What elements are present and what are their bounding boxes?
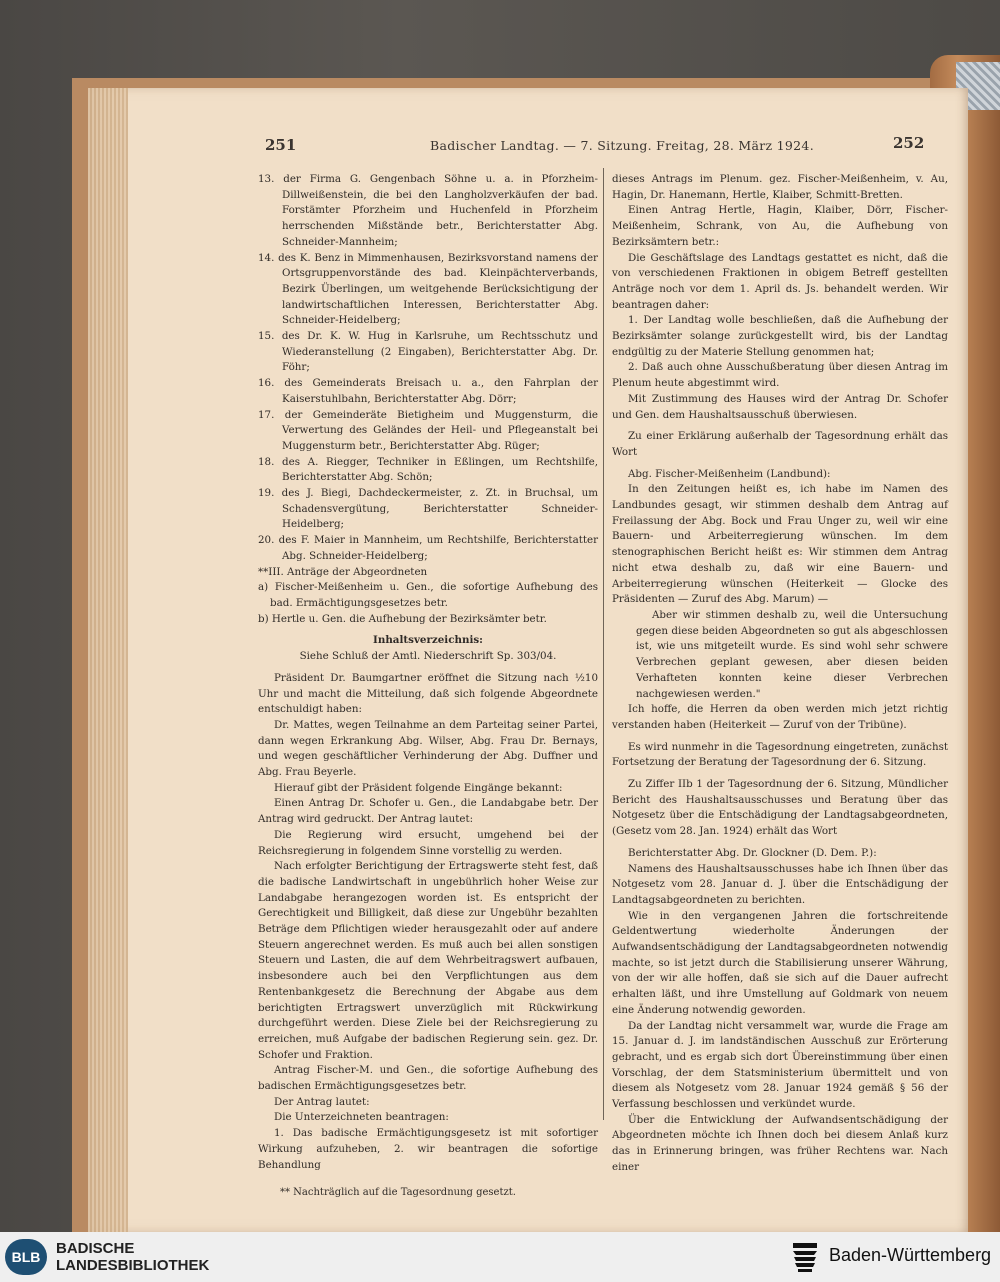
paragraph: 1. Der Landtag wolle beschließen, daß die Aufhebung der Bezirksämter solange zurückgestellt wird, bis der Landtag endgültig zu der Materie Stellung genommen hat; <box>612 314 948 358</box>
paragraph: Dr. Mattes, wegen Teilnahme an dem Parteitag seiner Partei, dann wegen Erkrankung Abg. Wilser, Abg. Frau Dr. Bernays, und wegen geschäftlicher Verhinderung der Abg. Duffner und Abg. Frau Beyerle. <box>258 718 598 779</box>
paragraph: 14. des K. Benz in Mimmenhausen, Bezirksvorstand namens der Ortsgruppenvorstände des bad. Kleinpächterverbands, Bezirk Überlingen, um weitgehende Berücksichtigung der landwirtschaftlichen Interessen, Berichterstatter Abg. Schneider-Heidelberg; <box>258 251 598 327</box>
blb-logo[interactable]: BLB <box>5 1239 47 1275</box>
paragraph: Da der Landtag nicht versammelt war, wurde die Frage am 15. Januar d. J. im landständischen Ausschuß zur Erörterung gebracht, und es ergab sich dort Übereinstimmung über einen Vorschlag, der dem Statsministerium übermittelt und von diesem als Notgesetz vom 28. Januar 1924 gemäß § 56 der Verfassung beschlossen und verkündet wurde. <box>612 1019 948 1111</box>
paragraph: 19. des J. Biegi, Dachdeckermeister, z. Zt. in Bruchsal, um Schadensvergütung, Berichterstatter Schneider-Heidelberg; <box>258 487 598 531</box>
paragraph: In den Zeitungen heißt es, ich habe im Namen des Landbundes gesagt, wir stimmen deshalb dem Antrag auf Freilassung der Abg. Bock und Frau Unger zu, weil wir eine Bauern- und Arbeiterregierung wünschen. Im dem stenographischen Bericht heißt es: Wir stimmen dem Antrag nicht etwa deshalb zu, daß wir eine Bauern- und Arbeiterregierung wünschen (Heiterkeit — Glocke des Präsidenten — Zuruf des Abg. Marum) — <box>612 483 948 606</box>
paragraph: Über die Entwicklung der Aufwandsentschädigung der Abgeordneten möchte ich Ihnen doch bei diesem Anlaß kurz das in Erinnerung bringen, was früher Rechtens war. Nach einer <box>612 1113 948 1173</box>
paragraph: Inhaltsverzeichnis: <box>373 634 483 647</box>
paragraph: Zu einer Erklärung außerhalb der Tagesordnung erhält das Wort <box>612 430 948 458</box>
paragraph: Der Antrag lautet: <box>274 1095 370 1108</box>
paragraph: Aber wir stimmen deshalb zu, weil die Untersuchung gegen diese beiden Abgeordneten so gut als abgeschlossen ist, wie uns mitgeteilt wurde. Es sind wohl sehr schwere Verbrechen geplant gewesen, aber diesen beiden Verhafteten konnten keine dieser Verbrechen nachgewiesen werden." <box>636 608 948 700</box>
paragraph: Einen Antrag Hertle, Hagin, Klaiber, Dörr, Fischer-Meißenheim, Schrank, von Au, die Aufhebung von Bezirksämtern betr.: <box>612 204 948 248</box>
library-name[interactable] <box>56 1240 209 1274</box>
paragraph: ** Nachträglich auf die Tagesordnung gesetzt. <box>280 1187 516 1199</box>
paragraph: 17. der Gemeinderäte Bietigheim und Muggensturm, die Verwertung des Geländes der Heil- und Pflegeanstalt bei Muggensturm betr., Berichterstatter Abg. Rüger; <box>258 408 598 452</box>
paragraph: **III. Anträge der Abgeordneten <box>258 565 428 578</box>
paragraph: Mit Zustimmung des Hauses wird der Antrag Dr. Schofer und Gen. dem Haushaltsausschuß überwiesen. <box>612 392 948 421</box>
page-edges <box>88 88 128 1232</box>
paragraph: 18. des A. Riegger, Techniker in Eßlingen, um Rechtshilfe, Berichterstatter Abg. Schön; <box>258 455 598 484</box>
paragraph: dieses Antrags im Plenum. gez. Fischer-Meißenheim, v. Au, Hagin, Dr. Hanemann, Hertle, Klaiber, Schmitt-Bretten. <box>612 173 948 201</box>
text-column-left <box>258 172 598 1201</box>
paragraph: Antrag Fischer-M. und Gen., die sofortige Aufhebung des badischen Ermächtigungsgesetzes betr. <box>258 1064 598 1093</box>
library-name-line1: BADISCHE <box>56 1240 135 1257</box>
paragraph: Namens des Haushaltsausschusses habe ich Ihnen über das Notgesetz vom 28. Januar d. J. über die Entschädigung der Landtagsabgeordneten zu berichten. <box>612 862 948 906</box>
page-number-right: 252 <box>893 134 925 152</box>
page-number-left: 251 <box>265 136 297 154</box>
paragraph: Berichterstatter Abg. Dr. Glockner (D. Dem. P.): <box>628 846 877 859</box>
paragraph: Es wird nunmehr in die Tagesordnung eingetreten, zunächst Fortsetzung der Beratung der Tagesordnung der 6. Sitzung. <box>612 740 948 769</box>
paragraph: b) Hertle u. Gen. die Aufhebung der Bezirksämter betr. <box>258 612 547 625</box>
column-divider <box>603 168 604 1120</box>
paragraph: Wie in den vergangenen Jahren die fortschreitende Geldentwertung wiederholte Änderungen der Aufwandsentschädigung der Landtagsabgeordneten notwendig machte, so ist jetzt durch die Stabilisierung unserer Währung, von der wir alle hoffen, daß sie sich auf die Dauer aufrecht erhalten läßt, und ihre Umstellung auf Goldmark von neuem eine Änderung notwendig geworden. <box>612 909 948 1016</box>
library-name-line2: LANDESBIBLIOTHEK <box>56 1257 210 1274</box>
paragraph: 13. der Firma G. Gengenbach Söhne u. a. in Pforzheim-Dillweißenstein, die bei den Langholzverkäufen der bad. Forstämter Pforzheim und Huchenfeld in Pforzheim herrschenden Mißstände betr., Berichterstatter Abg. Schneider-Mannheim; <box>258 173 598 248</box>
paragraph: 15. des Dr. K. W. Hug in Karlsruhe, um Rechtsschutz und Wiederanstellung (2 Eingaben), Berichterstatter Abg. Dr. Föhr; <box>258 330 598 374</box>
text-column-right <box>612 172 948 1176</box>
paragraph: Einen Antrag Dr. Schofer u. Gen., die Landabgabe betr. Der Antrag wird gedruckt. Der Antrag lautet: <box>258 797 598 826</box>
paragraph: Die Geschäftslage des Landtags gestattet es nicht, daß die von verschiedenen Fraktionen in obigem Betreff gestellten Anträge noch vor dem 1. April ds. Js. behandelt werden. Wir beantragen daher: <box>612 251 948 311</box>
paragraph: Ich hoffe, die Herren da oben werden mich jetzt richtig verstanden haben (Heiterkeit — Zuruf von der Tribüne). <box>612 703 948 731</box>
paragraph: 2. Daß auch ohne Ausschußberatung über diesen Antrag im Plenum heute abgestimmt wird. <box>612 361 948 390</box>
paragraph: Hierauf gibt der Präsident folgende Eingänge bekannt: <box>274 781 563 794</box>
footer-bar <box>0 1232 1000 1282</box>
state-name[interactable]: Baden-Württemberg <box>829 1245 992 1265</box>
paragraph: 1. Das badische Ermächtigungsgesetz ist mit sofortiger Wirkung aufzuheben, 2. wir beantragen die sofortige Behandlung <box>258 1127 598 1171</box>
lions-crest-icon <box>790 1241 820 1273</box>
paragraph: Abg. Fischer-Meißenheim (Landbund): <box>628 467 831 480</box>
running-head: Badischer Landtag. — 7. Sitzung. Freitag, 28. März 1924. <box>430 138 814 153</box>
paragraph: 16. des Gemeinderats Breisach u. a., den Fahrplan der Kaiserstuhlbahn, Berichterstatter Abg. Dörr; <box>258 377 598 405</box>
paragraph: 20. des F. Maier in Mannheim, um Rechtshilfe, Berichterstatter Abg. Schneider-Heidelberg; <box>258 534 598 562</box>
paragraph: Zu Ziffer IIb 1 der Tagesordnung der 6. Sitzung, Mündlicher Bericht des Haushaltsausschusses und Beratung über das Notgesetz über die Entschädigung der Landtagsabgeordneten, (Gesetz vom 28. Jan. 1924) erhält das Wort <box>612 778 948 838</box>
paragraph: Die Regierung wird ersucht, umgehend bei der Reichsregierung in folgendem Sinne vorstellig zu werden. <box>258 828 598 857</box>
paragraph: Die Unterzeichneten beantragen: <box>274 1111 449 1124</box>
paragraph: Präsident Dr. Baumgartner eröffnet die Sitzung nach ½10 Uhr und macht die Mitteilung, daß sich folgende Abgeordnete entschuldigt haben: <box>258 671 598 716</box>
paragraph: a) Fischer-Meißenheim u. Gen., die sofortige Aufhebung des bad. Ermächtigungsgesetzes betr. <box>258 581 598 609</box>
paragraph: Nach erfolgter Berichtigung der Ertragswerte steht fest, daß die badische Landwirtschaft in ungebührlich hoher Weise zur Landabgabe herangezogen worden ist. Es entspricht der Gerechtigkeit und Billigkeit, daß diese zur Ungebühr bezahlten Beträge dem Pflichtigen wieder herausgezahlt oder auf andere Steuern angerechnet werden. Es muß auch bei allen sonstigen Steuern und Lasten, die auf dem Wehrbeitragswert aufbauen, insbesondere auch bei den Verpflichtungen aus dem Rentenbankgesetz die Berechnung der Abgabe aus dem berichtigten Ertragswert unverzüglich mit Rückwirkung durchgeführt werden. Diese Ziele bei der Reichsregierung zu erreichen, muß Aufgabe der badischen Regierung sein. gez. Dr. Schofer und Fraktion. <box>258 860 598 1061</box>
paragraph: Siehe Schluß der Amtl. Niederschrift Sp. 303/04. <box>299 650 557 663</box>
